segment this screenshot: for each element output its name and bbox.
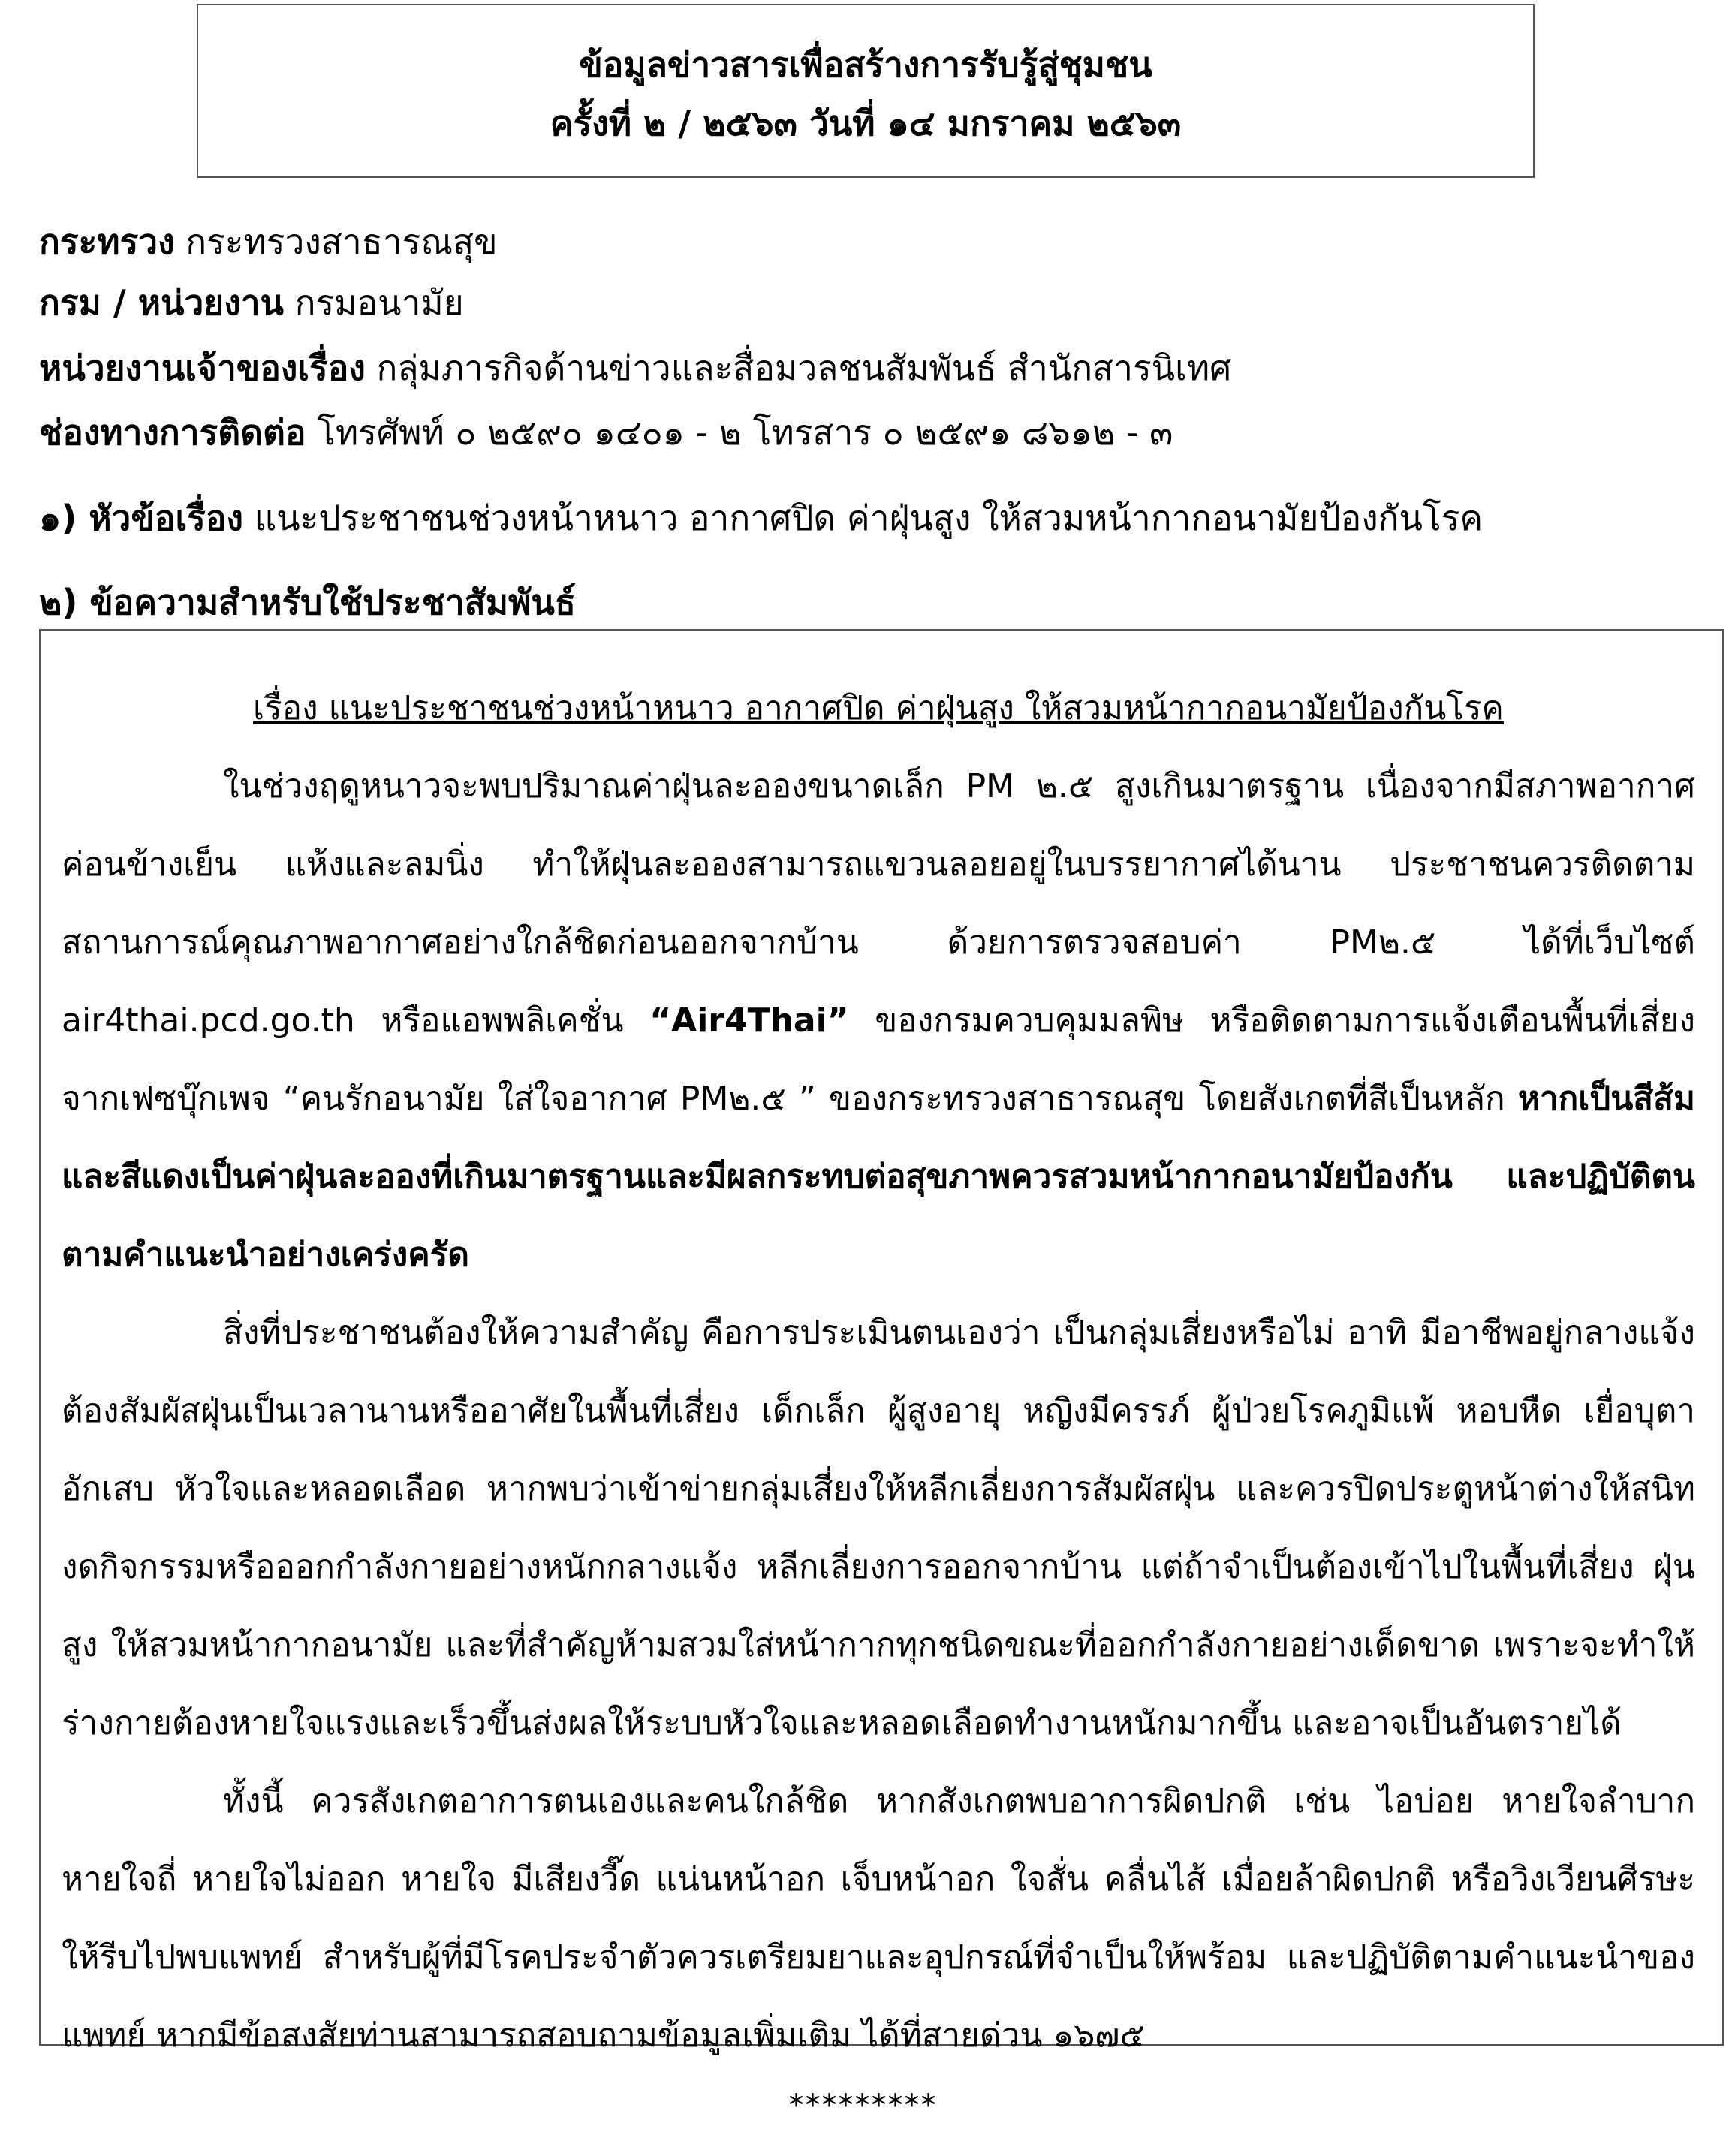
press-message-box bbox=[39, 629, 1724, 2055]
message-p1-text: ในช่วงฤดูหนาวจะพบปริมาณค่าฝุ่นละอองขนาดเล็ก PM ๒.๕ สูงเกินมาตรฐาน เนื่องจากมีสภาพอากาศค่อนข้างเย็น แห้งและลมนิ่ง ทำให้ฝุ่นละอองสามารถแขวนลอยอยู่ในบรรยากาศได้นาน ประชาชนควรติดตามสถานการณ์คุณภาพอากาศอย่างใกล้ชิดก่อนออกจากบ้าน ด้วยการตรวจสอบค่า PM๒.๕ ได้ที่เว็บไซต์ air4thai.pcd.go.th หรือแอพพลิเคชั่น bbox=[62, 767, 1695, 1040]
footer-separator: ********* bbox=[788, 2088, 938, 2123]
section1-row bbox=[39, 495, 1483, 541]
section2-row bbox=[39, 580, 576, 625]
department-label: กรม / หน่วยงาน bbox=[39, 282, 284, 323]
owner-row bbox=[39, 345, 1231, 390]
message-p1-text2: ของกรมควบคุมมลพิษ หรือติดตามการแจ้งเตือนพื้นที่เสี่ยง จากเฟซบุ๊กเพจ “คนรักอนามัย ใส่ใจอากาศ PM๒.๕ ” ของกระทรวงสาธารณสุข โดยสังเกตที่สีเป็นหลัก bbox=[62, 1001, 1695, 1118]
section1-label: ๑) หัวข้อเรื่อง bbox=[39, 498, 243, 538]
ministry-value: กระทรวงสาธารณสุข bbox=[185, 221, 498, 262]
message-paragraph-1 bbox=[62, 748, 1695, 1294]
message-paragraph-3: ทั้งนี้ ควรสังเกตอาการตนเองและคนใกล้ชิด หากสังเกตพบอาการผิดปกติ เช่น ไอบ่อย หายใจลำบาก หายใจถี่ หายใจไม่ออก หายใจ มีเสียงวี๊ด แน่นหน้าอก เจ็บหน้าอก ใจสั่น คลื่นไส้ เมื่อยล้าผิดปกติ หรือวิงเวียนศีรษะ ให้รีบไปพบแพทย์ สำหรับผู้ที่มีโรคประจำตัวควรเตรียมยาและอุปกรณ์ที่จำเป็นให้พร้อม และปฏิบัติตามคำแนะนำของแพทย์ หากมีข้อสงสัยท่านสามารถสอบถามข้อมูลเพิ่มเติม ได้ที่สายด่วน ๑๖๗๕ bbox=[62, 1782, 1695, 2055]
ministry-row bbox=[39, 219, 498, 264]
owner-label: หน่วยงานเจ้าของเรื่อง bbox=[39, 348, 366, 388]
contact-label: ช่องทางการติดต่อ bbox=[39, 412, 306, 453]
department-row bbox=[39, 280, 464, 325]
section1-value: แนะประชาชนช่วงหน้าหนาว อากาศปิด ค่าฝุ่นสูง ให้สวมหน้ากากอนามัยป้องกันโรค bbox=[254, 498, 1484, 538]
owner-value: กลุ่มภารกิจด้านข่าวและสื่อมวลชนสัมพันธ์ สำนักสารนิเทศ bbox=[376, 348, 1232, 388]
header-box bbox=[197, 4, 1535, 178]
ministry-label: กระทรวง bbox=[39, 221, 175, 262]
section2-label: ๒) ข้อความสำหรับใช้ประชาสัมพันธ์ bbox=[39, 582, 576, 622]
message-p1-bold: หากเป็นสีส้มและสีแดงเป็นค่าฝุ่นละอองที่เกินมาตรฐานและมีผลกระทบต่อสุขภาพควรสวมหน้ากากอนามัยป้องกัน และปฏิบัติตนตามคำแนะนำอย่างเคร่งครัด bbox=[62, 1080, 1695, 1274]
document-issue-date: ครั้งที่ ๒ / ๒๕๖๓ วันที่ ๑๔ มกราคม ๒๕๖๓ bbox=[550, 103, 1182, 143]
message-title: เรื่อง แนะประชาชนช่วงหน้าหนาว อากาศปิด ค่าฝุ่นสูง ให้สวมหน้ากากอนามัยป้องกันโรค bbox=[253, 689, 1504, 727]
document-title: ข้อมูลข่าวสารเพื่อสร้างการรับรู้สู่ชุมชน bbox=[579, 44, 1152, 85]
department-value: กรมอนามัย bbox=[294, 282, 464, 323]
message-p1-app: “Air4Thai” bbox=[649, 1001, 849, 1040]
contact-row bbox=[39, 410, 1173, 455]
contact-value: โทรศัพท์ ๐ ๒๕๙๐ ๑๔๐๑ - ๒ โทรสาร ๐ ๒๕๙๑ ๘๖๑๒ - ๓ bbox=[317, 412, 1173, 453]
message-paragraph-2: สิ่งที่ประชาชนต้องให้ความสำคัญ คือการประเมินตนเองว่า เป็นกลุ่มเสี่ยงหรือไม่ อาทิ มีอาชีพอยู่กลางแจ้งต้องสัมผัสฝุ่นเป็นเวลานานหรืออาศัยในพื้นที่เสี่ยง เด็กเล็ก ผู้สูงอายุ หญิงมีครรภ์ ผู้ป่วยโรคภูมิแพ้ หอบหืด เยื่อบุตาอักเสบ หัวใจและหลอดเลือด หากพบว่าเข้าข่ายกลุ่มเสี่ยงให้หลีกเลี่ยงการสัมผัสฝุ่น และควรปิดประตูหน้าต่างให้สนิท งดกิจกรรมหรือออกกำลังกายอย่างหนักกลางแจ้ง หลีกเลี่ยงการออกจากบ้าน แต่ถ้าจำเป็นต้องเข้าไปในพื้นที่เสี่ยง ฝุ่นสูง ให้สวมหน้ากากอนามัย และที่สำคัญห้ามสวมใส่หน้ากากทุกชนิดขณะที่ออกกำลังกายอย่างเด็ดขาด เพราะจะทำให้ร่างกายต้องหายใจแรงและเร็วขึ้นส่งผลให้ระบบหัวใจและหลอดเลือดทำงานหนักมากขึ้น และอาจเป็นอันตรายได้ bbox=[62, 1314, 1695, 1742]
